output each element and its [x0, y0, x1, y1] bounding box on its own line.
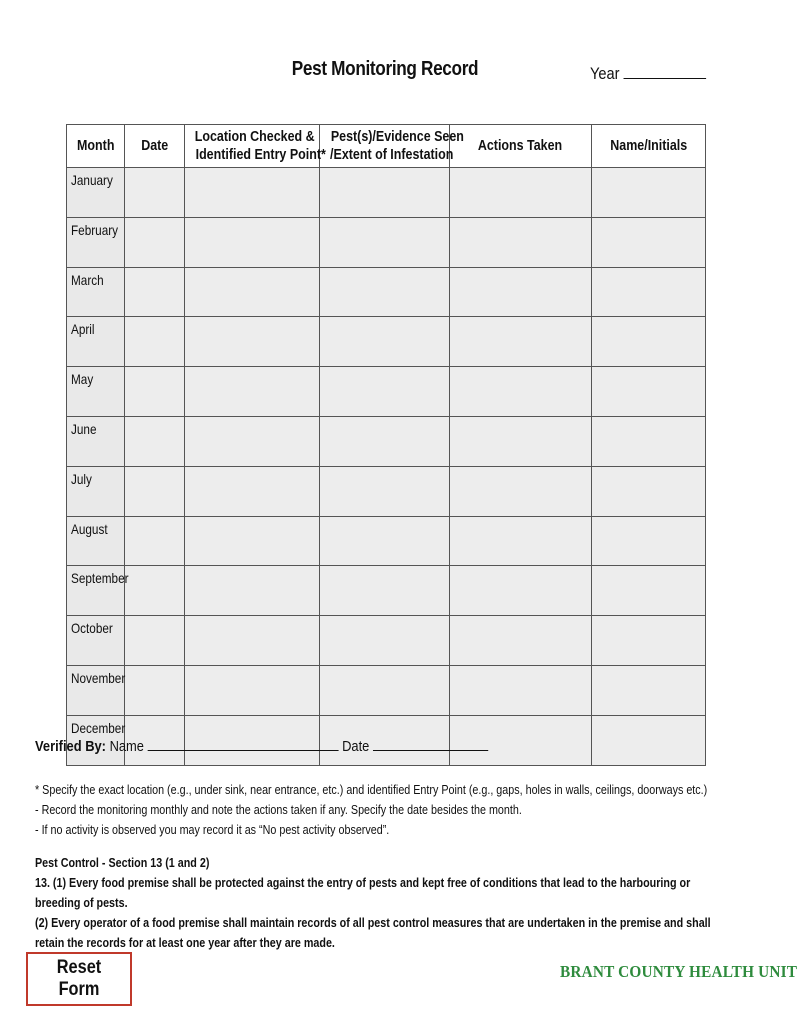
initials-field[interactable]	[592, 168, 706, 218]
month-label: August	[67, 516, 125, 566]
pests-field-input[interactable]	[320, 417, 449, 466]
pests-field-input[interactable]	[320, 666, 449, 715]
initials-field[interactable]	[592, 566, 706, 616]
actions-field[interactable]	[450, 317, 592, 367]
initials-field[interactable]	[592, 267, 706, 317]
reset-form-button[interactable]: Reset Form	[26, 952, 132, 1006]
month-label: January	[67, 168, 125, 218]
location-field-input[interactable]	[185, 168, 319, 217]
pests-field[interactable]	[320, 168, 450, 218]
month-label: March	[67, 267, 125, 317]
location-field[interactable]	[185, 317, 320, 367]
month-label: December	[67, 715, 125, 765]
actions-field-input[interactable]	[450, 417, 591, 466]
month-label: May	[67, 367, 125, 417]
verified-date-label: Date	[342, 738, 370, 755]
table-row	[67, 466, 706, 516]
initials-field-input[interactable]	[592, 367, 705, 416]
date-field-input[interactable]	[125, 666, 184, 715]
actions-field-input[interactable]	[450, 616, 591, 665]
actions-field-input[interactable]	[450, 218, 591, 267]
actions-field[interactable]	[450, 168, 592, 218]
table-row	[67, 317, 706, 367]
month-label: October	[67, 616, 125, 666]
initials-field-input[interactable]	[592, 317, 705, 366]
table-row	[67, 217, 706, 267]
location-field[interactable]	[185, 217, 320, 267]
section-para-2: (2) Every operator of a food premise shall maintain records of all pest control measures that are undertaken in the premise and shall retain the records for at least one year after they are made.	[35, 916, 711, 950]
initials-field-input[interactable]	[592, 666, 705, 715]
actions-field[interactable]	[450, 466, 592, 516]
pests-field-input[interactable]	[320, 467, 449, 516]
initials-field[interactable]	[592, 317, 706, 367]
table-row	[67, 367, 706, 417]
date-field-input[interactable]	[125, 268, 184, 317]
pests-field-input[interactable]	[320, 268, 449, 317]
pests-field[interactable]	[320, 665, 450, 715]
date-field[interactable]	[125, 566, 185, 616]
location-field[interactable]	[185, 616, 320, 666]
location-field[interactable]	[185, 566, 320, 616]
date-field-input[interactable]	[125, 218, 184, 267]
section-para-1: 13. (1) Every food premise shall be protected against the entry of pests and kept free of conditions that lead to the harbouring or breeding of pests.	[35, 876, 691, 910]
brant-county-logo: BRANT COUNTY HEALTH UNIT	[560, 962, 797, 981]
actions-field[interactable]	[450, 665, 592, 715]
date-field[interactable]	[125, 416, 185, 466]
date-field[interactable]	[125, 516, 185, 566]
year-field[interactable]	[590, 64, 706, 84]
pests-field[interactable]	[320, 267, 450, 317]
location-field[interactable]	[185, 367, 320, 417]
date-field[interactable]	[125, 367, 185, 417]
location-field[interactable]	[185, 665, 320, 715]
location-field[interactable]	[185, 267, 320, 317]
initials-field-input[interactable]	[592, 616, 705, 665]
table-row	[67, 665, 706, 715]
date-field-input[interactable]	[125, 566, 184, 615]
actions-field[interactable]	[450, 217, 592, 267]
initials-field-input[interactable]	[592, 168, 705, 217]
date-field[interactable]	[125, 616, 185, 666]
actions-field-input[interactable]	[450, 367, 591, 416]
date-field[interactable]	[125, 217, 185, 267]
actions-field-input[interactable]	[450, 566, 591, 615]
note-no-activity: - If no activity is observed you may record it as “No pest activity observed”.	[35, 823, 390, 837]
location-field[interactable]	[185, 516, 320, 566]
table-row	[67, 416, 706, 466]
location-field-input[interactable]	[185, 367, 319, 416]
pests-field[interactable]	[320, 367, 450, 417]
initials-field[interactable]	[592, 217, 706, 267]
table-row	[67, 516, 706, 566]
date-field[interactable]	[125, 168, 185, 218]
date-field-input[interactable]	[125, 168, 184, 217]
date-field[interactable]	[125, 665, 185, 715]
actions-field-input[interactable]	[450, 268, 591, 317]
month-label: September	[67, 566, 125, 616]
month-label: July	[67, 466, 125, 516]
initials-field-input[interactable]	[592, 716, 705, 765]
header-actions: Actions Taken	[450, 125, 592, 168]
actions-field-input[interactable]	[450, 467, 591, 516]
actions-field-input[interactable]	[450, 517, 591, 566]
table-header-row	[67, 125, 706, 168]
pests-field-input[interactable]	[320, 517, 449, 566]
initials-field-input[interactable]	[592, 467, 705, 516]
location-field[interactable]	[185, 466, 320, 516]
initials-field[interactable]	[592, 466, 706, 516]
month-label: June	[67, 416, 125, 466]
page-title: Pest Monitoring Record	[291, 58, 479, 80]
initials-field[interactable]	[592, 616, 706, 666]
date-field-input[interactable]	[125, 367, 184, 416]
pests-field[interactable]	[320, 217, 450, 267]
location-field-input[interactable]	[185, 417, 319, 466]
verified-by-label: Verified By:	[35, 738, 106, 755]
pests-field-input[interactable]	[320, 367, 449, 416]
actions-field[interactable]	[450, 616, 592, 666]
table-row	[67, 267, 706, 317]
note-monthly: - Record the monitoring monthly and note the actions taken if any. Specify the date besides the month.	[35, 803, 522, 817]
year-label: Year	[590, 64, 620, 83]
pests-field[interactable]	[320, 566, 450, 616]
section-heading: Pest Control - Section 13 (1 and 2)	[35, 856, 210, 870]
month-label: April	[67, 317, 125, 367]
location-field-input[interactable]	[185, 268, 319, 317]
initials-field[interactable]	[592, 367, 706, 417]
date-field-input[interactable]	[125, 517, 184, 566]
actions-field[interactable]	[450, 367, 592, 417]
initials-field-input[interactable]	[592, 417, 705, 466]
pests-field[interactable]	[320, 516, 450, 566]
date-field-input[interactable]	[125, 417, 184, 466]
table-row	[67, 566, 706, 616]
header-location: Location Checked & Identified Entry Point*	[185, 125, 320, 168]
actions-field[interactable]	[450, 416, 592, 466]
pests-field[interactable]	[320, 416, 450, 466]
verified-by-line	[35, 736, 488, 755]
date-field-input[interactable]	[125, 616, 184, 665]
table-row	[67, 168, 706, 218]
location-field-input[interactable]	[185, 218, 319, 267]
location-field-input[interactable]	[185, 566, 319, 615]
header-pests: Pest(s)/Evidence Seen /Extent of Infestation	[320, 125, 450, 168]
note-location: * Specify the exact location (e.g., under sink, near entrance, etc.) and identified Entry Point (e.g., gaps, holes in walls, ceilings, doorways etc.)	[35, 783, 708, 797]
initials-field[interactable]	[592, 715, 706, 765]
date-field[interactable]	[125, 267, 185, 317]
actions-field-input[interactable]	[450, 168, 591, 217]
month-label: February	[67, 217, 125, 267]
verified-name-label: Name	[109, 738, 144, 755]
initials-field[interactable]	[592, 516, 706, 566]
initials-field-input[interactable]	[592, 218, 705, 267]
pests-field[interactable]	[320, 616, 450, 666]
actions-field[interactable]	[450, 267, 592, 317]
pest-record-table	[66, 124, 706, 766]
verified-name-field[interactable]	[148, 736, 339, 751]
location-field-input[interactable]	[185, 317, 319, 366]
initials-field-input[interactable]	[592, 566, 705, 615]
pests-field[interactable]	[320, 466, 450, 516]
table-row	[67, 616, 706, 666]
actions-field[interactable]	[450, 516, 592, 566]
actions-field-input[interactable]	[450, 317, 591, 366]
initials-field-input[interactable]	[592, 517, 705, 566]
pests-field-input[interactable]	[320, 218, 449, 267]
header-date: Date	[125, 125, 185, 168]
year-input-line[interactable]	[624, 64, 707, 79]
date-field[interactable]	[125, 317, 185, 367]
header-name-initials: Name/Initials	[592, 125, 706, 168]
pests-field-input[interactable]	[320, 566, 449, 615]
initials-field[interactable]	[592, 416, 706, 466]
location-field[interactable]	[185, 168, 320, 218]
initials-field-input[interactable]	[592, 268, 705, 317]
date-field-input[interactable]	[125, 317, 184, 366]
pests-field-input[interactable]	[320, 616, 449, 665]
pests-field-input[interactable]	[320, 168, 449, 217]
date-field-input[interactable]	[125, 467, 184, 516]
date-field[interactable]	[125, 466, 185, 516]
actions-field[interactable]	[450, 566, 592, 616]
actions-field-input[interactable]	[450, 666, 591, 715]
header-month: Month	[67, 125, 125, 168]
month-label: November	[67, 665, 125, 715]
verified-date-field[interactable]	[373, 736, 488, 751]
regulation-section	[35, 853, 732, 953]
pests-field[interactable]	[320, 317, 450, 367]
instructions	[35, 780, 707, 840]
pests-field-input[interactable]	[320, 317, 449, 366]
location-field-input[interactable]	[185, 517, 319, 566]
initials-field[interactable]	[592, 665, 706, 715]
location-field-input[interactable]	[185, 666, 319, 715]
location-field-input[interactable]	[185, 467, 319, 516]
location-field-input[interactable]	[185, 616, 319, 665]
location-field[interactable]	[185, 416, 320, 466]
